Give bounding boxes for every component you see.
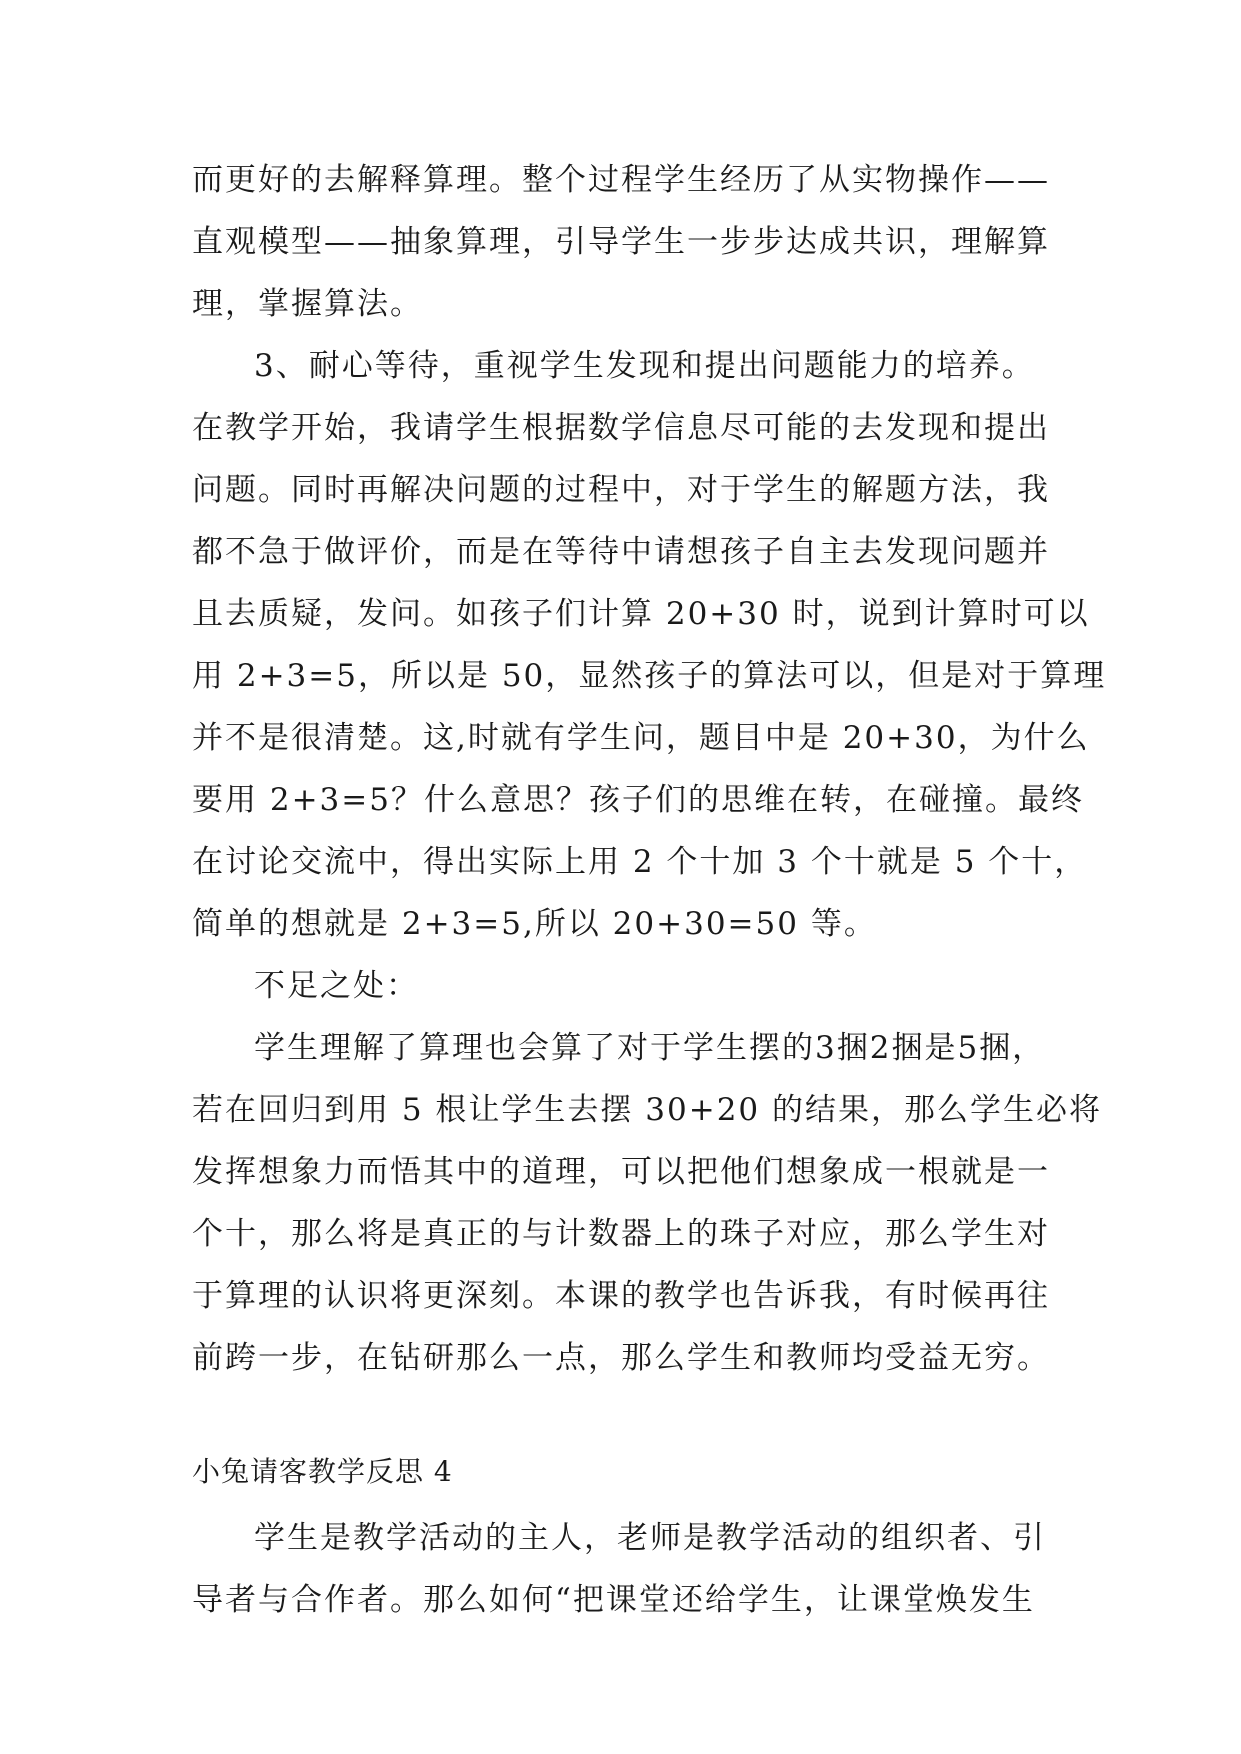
paragraph-line: 导者与合作者。那么如何“把课堂还给学生，让课堂焕发生 bbox=[192, 1582, 1035, 1618]
paragraph-line: 发挥想象力而悟其中的道理，可以把他们想象成一根就是一 bbox=[192, 1154, 1050, 1190]
paragraph-line: 前跨一步，在钻研那么一点，那么学生和教师均受益无穷。 bbox=[192, 1340, 1050, 1376]
paragraph-line: 个十，那么将是真正的与计数器上的珠子对应，那么学生对 bbox=[192, 1216, 1050, 1252]
paragraph-line: 且去质疑，发问。如孩子们计算 20+30 时，说到计算时可以 bbox=[192, 596, 1090, 632]
paragraph-line: 于算理的认识将更深刻。本课的教学也告诉我，有时候再往 bbox=[192, 1278, 1050, 1314]
paragraph-line: 用 2+3=5，所以是 50，显然孩子的算法可以，但是对于算理 bbox=[192, 658, 1107, 694]
paragraph-line: 并不是很清楚。这,时就有学生问，题目中是 20+30，为什么 bbox=[192, 720, 1090, 756]
paragraph-line: 学生理解了算理也会算了对于学生摆的3捆2捆是5捆， bbox=[254, 1030, 1046, 1066]
paragraph-line: 理，掌握算法。 bbox=[192, 286, 423, 322]
subheading-line: 不足之处： bbox=[254, 968, 419, 1004]
paragraph-line: 要用 2+3=5？什么意思？孩子们的思维在转，在碰撞。最终 bbox=[192, 782, 1084, 818]
paragraph-line: 而更好的去解释算理。整个过程学生经历了从实物操作—— bbox=[192, 162, 1050, 198]
section-heading: 小兔请客教学反思 4 bbox=[192, 1455, 453, 1488]
paragraph-line: 3、耐心等待，重视学生发现和提出问题能力的培养。 bbox=[254, 348, 1035, 384]
paragraph-line: 简单的想就是 2+3=5,所以 20+30=50 等。 bbox=[192, 906, 877, 942]
paragraph-line: 若在回归到用 5 根让学生去摆 30+20 的结果，那么学生必将 bbox=[192, 1092, 1103, 1128]
paragraph-line: 直观模型——抽象算理，引导学生一步步达成共识，理解算 bbox=[192, 224, 1050, 260]
paragraph-line: 在讨论交流中，得出实际上用 2 个十加 3 个十就是 5 个十， bbox=[192, 844, 1088, 880]
paragraph-line: 学生是教学活动的主人，老师是教学活动的组织者、引 bbox=[254, 1520, 1046, 1556]
paragraph-line: 问题。同时再解决问题的过程中，对于学生的解题方法，我 bbox=[192, 472, 1050, 508]
paragraph-line: 都不急于做评价，而是在等待中请想孩子自主去发现问题并 bbox=[192, 534, 1050, 570]
paragraph-line: 在教学开始，我请学生根据数学信息尽可能的去发现和提出 bbox=[192, 410, 1050, 446]
